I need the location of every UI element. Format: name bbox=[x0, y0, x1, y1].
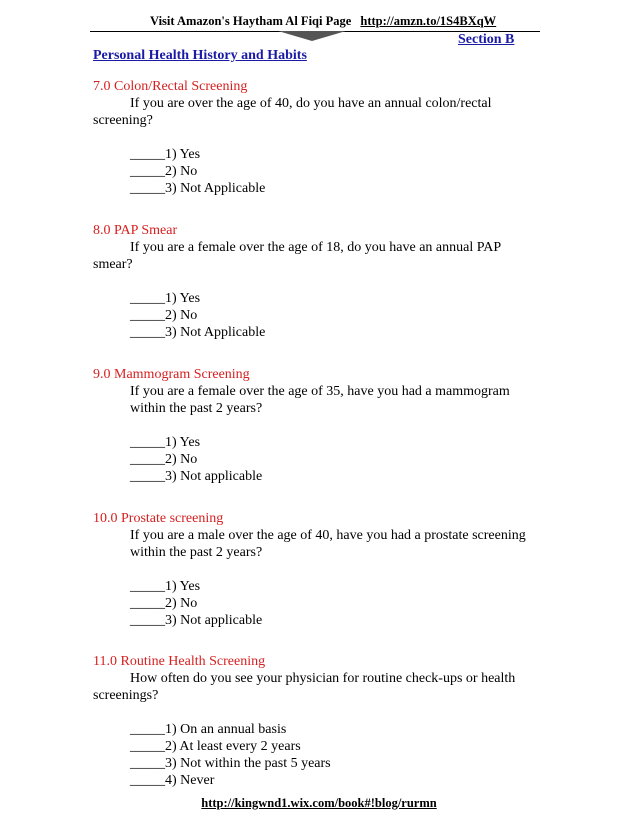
page-title: Personal Health History and Habits bbox=[93, 48, 307, 63]
answer-option[interactable]: _____3) Not Applicable bbox=[130, 181, 266, 196]
question-block-7 bbox=[93, 78, 563, 197]
header-banner bbox=[90, 14, 540, 30]
answer-option[interactable]: _____1) On an annual basis bbox=[130, 722, 287, 737]
header-visit-text: Visit Amazon's Haytham Al Fiqi Page bbox=[150, 14, 352, 28]
question-text bbox=[93, 527, 563, 561]
footer-link[interactable]: http://kingwnd1.wix.com/book#!blog/rurmn bbox=[201, 796, 437, 810]
question-line1: If you are a male over the age of 40, have you had a prostate screening bbox=[130, 528, 526, 543]
question-text bbox=[93, 670, 563, 704]
header-arrow-decoration bbox=[278, 31, 346, 41]
question-title: 9.0 Mammogram Screening bbox=[93, 367, 250, 382]
answer-option[interactable]: _____2) No bbox=[130, 308, 198, 323]
section-label: Section B bbox=[458, 32, 515, 47]
question-block-10 bbox=[93, 510, 563, 629]
answer-option[interactable]: _____2) No bbox=[130, 164, 198, 179]
answer-options bbox=[93, 721, 563, 789]
question-line2: smear? bbox=[93, 257, 133, 272]
question-block-9 bbox=[93, 366, 563, 485]
answer-options bbox=[93, 290, 563, 341]
answer-options bbox=[93, 434, 563, 485]
question-title: 7.0 Colon/Rectal Screening bbox=[93, 79, 248, 94]
answer-option[interactable]: _____3) Not applicable bbox=[130, 469, 263, 484]
question-text bbox=[93, 383, 563, 417]
question-line1: How often do you see your physician for routine check-ups or health bbox=[130, 671, 516, 686]
answer-options bbox=[93, 146, 563, 197]
question-text bbox=[93, 95, 563, 129]
question-line2: screening? bbox=[93, 113, 153, 128]
answer-option[interactable]: _____4) Never bbox=[130, 773, 215, 788]
question-title: 8.0 PAP Smear bbox=[93, 223, 178, 238]
header-url-link[interactable]: http://amzn.to/1S4BXqW bbox=[360, 14, 497, 28]
answer-option[interactable]: _____2) At least every 2 years bbox=[130, 739, 301, 754]
question-text bbox=[93, 239, 563, 273]
question-line1: If you are a female over the age of 18, do you have an annual PAP bbox=[130, 240, 502, 255]
question-block-11 bbox=[93, 653, 563, 789]
answer-options bbox=[93, 578, 563, 629]
question-line2: within the past 2 years? bbox=[130, 545, 263, 560]
answer-option[interactable]: _____1) Yes bbox=[130, 291, 201, 306]
answer-option[interactable]: _____1) Yes bbox=[130, 147, 201, 162]
answer-option[interactable]: _____3) Not Applicable bbox=[130, 325, 266, 340]
question-line2: screenings? bbox=[93, 688, 159, 703]
question-line2: within the past 2 years? bbox=[130, 401, 263, 416]
question-title: 11.0 Routine Health Screening bbox=[93, 654, 266, 669]
answer-option[interactable]: _____2) No bbox=[130, 596, 198, 611]
question-block-8 bbox=[93, 222, 563, 341]
answer-option[interactable]: _____3) Not applicable bbox=[130, 613, 263, 628]
question-title: 10.0 Prostate screening bbox=[93, 511, 224, 526]
answer-option[interactable]: _____1) Yes bbox=[130, 435, 201, 450]
question-line1: If you are a female over the age of 35, have you had a mammogram bbox=[130, 384, 510, 399]
question-line1: If you are over the age of 40, do you have an annual colon/rectal bbox=[130, 96, 492, 111]
answer-option[interactable]: _____1) Yes bbox=[130, 579, 201, 594]
answer-option[interactable]: _____2) No bbox=[130, 452, 198, 467]
answer-option[interactable]: _____3) Not within the past 5 years bbox=[130, 756, 331, 771]
header-text bbox=[150, 14, 496, 29]
